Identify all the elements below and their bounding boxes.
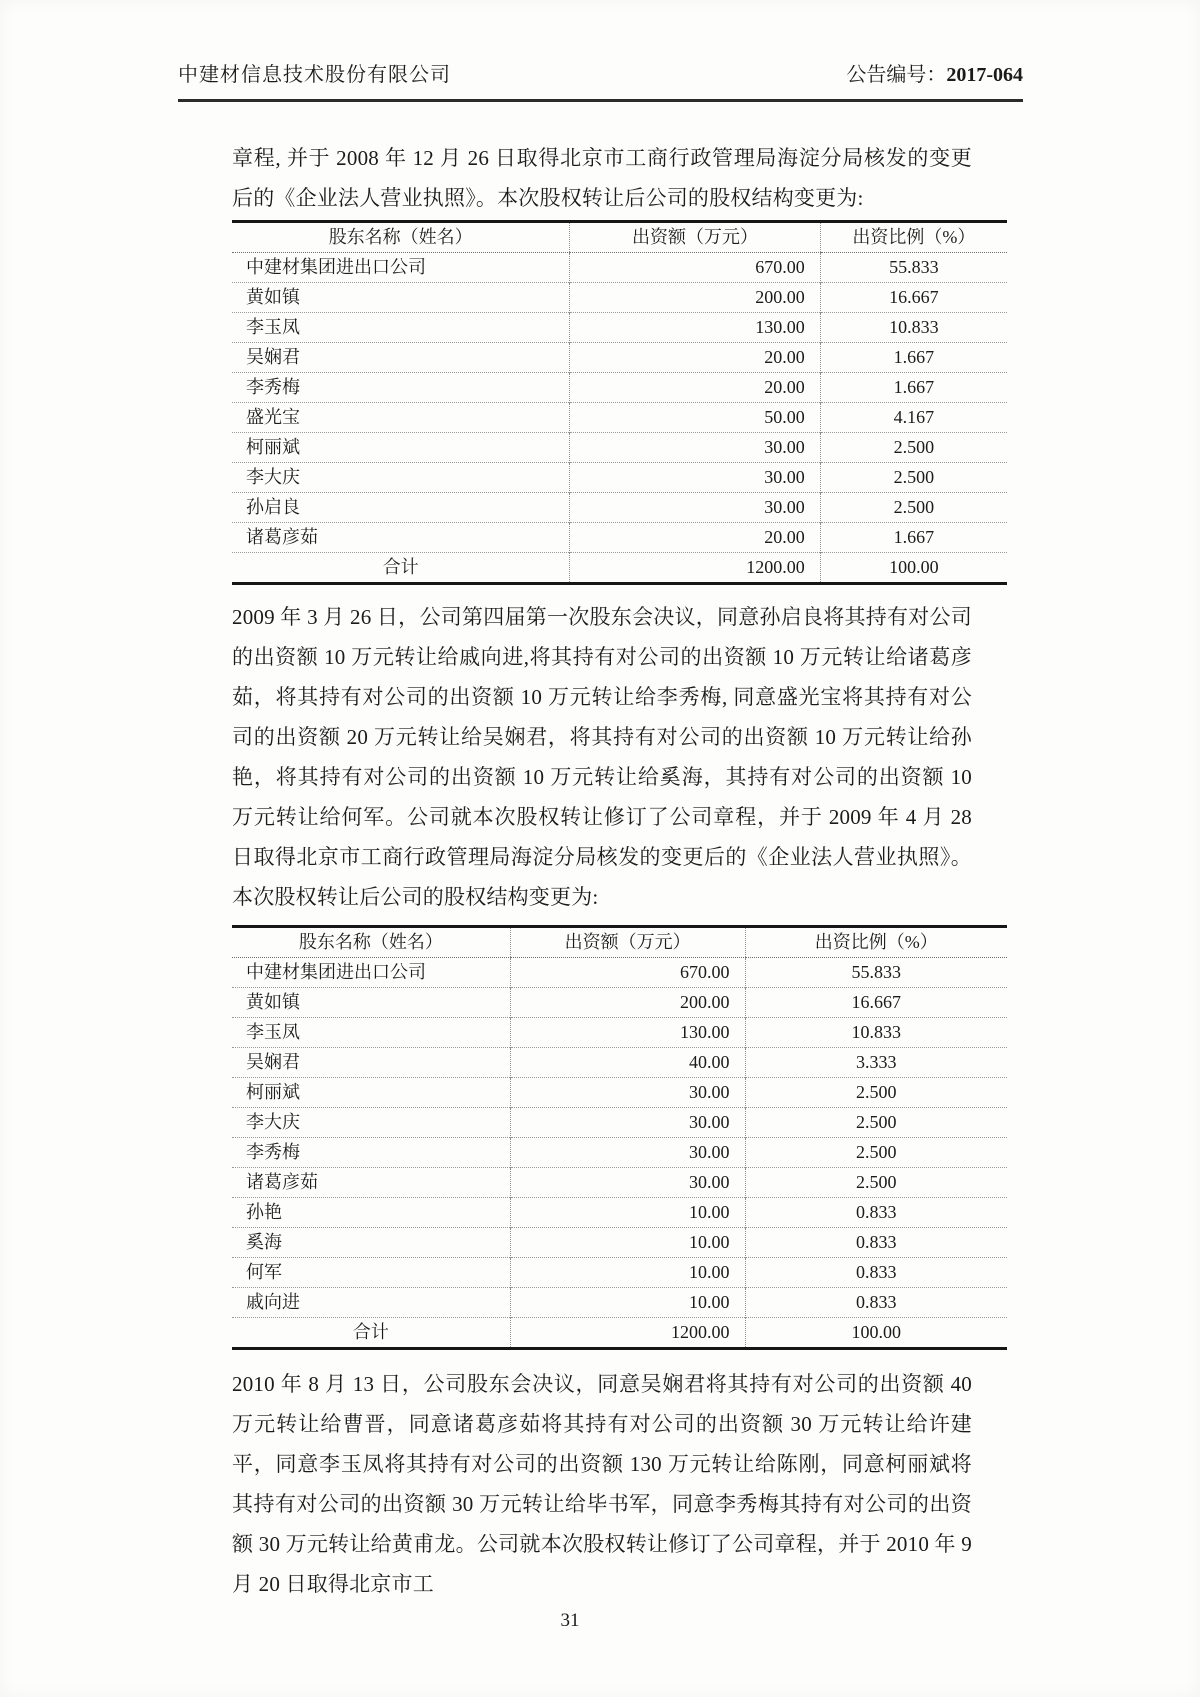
- page-number: 31: [560, 1610, 580, 1631]
- page-header: [178, 58, 1023, 102]
- table-row: [232, 988, 1007, 1018]
- table-row: [232, 373, 1007, 403]
- cell-capital-amount: 30.00: [570, 433, 820, 463]
- cell-total-amount: 1200.00: [570, 553, 820, 584]
- cell-shareholder-name: 戚向进: [246, 1292, 300, 1312]
- cell-capital-ratio: 1.667: [820, 373, 1007, 403]
- paragraph-2008-license: 章程, 并于 2008 年 12 月 26 日取得北京市工商行政管理局海淀分局核发的变更后的《企业法人营业执照》。本次股权转让后公司的股权结构变更为:: [232, 146, 972, 210]
- cell-capital-amount: 10.00: [510, 1258, 745, 1288]
- cell-shareholder-name: 中建材集团进出口公司: [246, 257, 426, 277]
- cell-capital-ratio: 3.333: [745, 1048, 1007, 1078]
- announcement-number-label: 公告编号：: [846, 64, 947, 86]
- cell-capital-ratio: 0.833: [745, 1258, 1007, 1288]
- cell-capital-ratio: 55.833: [745, 958, 1007, 988]
- cell-shareholder-name: 李玉凤: [246, 1022, 300, 1042]
- cell-capital-amount: 130.00: [570, 313, 820, 343]
- table-header-row: [232, 927, 1007, 958]
- table-row: [232, 1168, 1007, 1198]
- cell-shareholder-name: 李大庆: [246, 467, 300, 487]
- column-header-capital-amount: 出资额（万元）: [510, 927, 745, 958]
- table-total-row: [232, 553, 1007, 584]
- table-row: [232, 958, 1007, 988]
- announcement-number: [846, 58, 1023, 87]
- cell-capital-amount: 30.00: [570, 463, 820, 493]
- cell-capital-ratio: 2.500: [745, 1138, 1007, 1168]
- table-row: [232, 1108, 1007, 1138]
- cell-capital-ratio: 1.667: [820, 343, 1007, 373]
- cell-capital-amount: 30.00: [510, 1108, 745, 1138]
- table-row: [232, 1138, 1007, 1168]
- cell-capital-amount: 30.00: [510, 1168, 745, 1198]
- cell-total-label: 合计: [352, 1322, 389, 1342]
- cell-capital-amount: 200.00: [510, 988, 745, 1018]
- cell-shareholder-name: 黄如镇: [246, 287, 300, 307]
- cell-capital-amount: 40.00: [510, 1048, 745, 1078]
- cell-capital-ratio: 0.833: [745, 1288, 1007, 1318]
- cell-shareholder-name: 何军: [246, 1262, 282, 1282]
- cell-capital-amount: 200.00: [570, 283, 820, 313]
- cell-shareholder-name: 吴娴君: [246, 1052, 300, 1072]
- table-row: [232, 1288, 1007, 1318]
- table-total-row: [232, 1318, 1007, 1349]
- document-body: [232, 138, 1007, 1604]
- cell-capital-amount: 10.00: [510, 1228, 745, 1258]
- cell-capital-ratio: 2.500: [745, 1078, 1007, 1108]
- table-row: [232, 493, 1007, 523]
- cell-total-ratio: 100.00: [820, 553, 1007, 584]
- cell-capital-ratio: 10.833: [820, 313, 1007, 343]
- table-row: [232, 1198, 1007, 1228]
- cell-capital-ratio: 0.833: [745, 1228, 1007, 1258]
- cell-capital-amount: 130.00: [510, 1018, 745, 1048]
- table-header-row: [232, 222, 1007, 253]
- cell-shareholder-name: 中建材集团进出口公司: [246, 962, 426, 982]
- cell-capital-ratio: 16.667: [745, 988, 1007, 1018]
- cell-shareholder-name: 李大庆: [246, 1112, 300, 1132]
- cell-capital-ratio: 2.500: [820, 463, 1007, 493]
- cell-capital-amount: 10.00: [510, 1198, 745, 1228]
- cell-capital-ratio: 0.833: [745, 1198, 1007, 1228]
- cell-shareholder-name: 孙艳: [246, 1202, 282, 1222]
- cell-shareholder-name: 李秀梅: [246, 1142, 300, 1162]
- table-row: [232, 523, 1007, 553]
- cell-shareholder-name: 诸葛彦茹: [246, 527, 318, 547]
- cell-capital-ratio: 55.833: [820, 253, 1007, 283]
- cell-capital-amount: 20.00: [570, 523, 820, 553]
- cell-capital-ratio: 2.500: [820, 493, 1007, 523]
- cell-capital-ratio: 2.500: [820, 433, 1007, 463]
- table-row: [232, 1048, 1007, 1078]
- column-header-capital-ratio: 出资比例（%）: [820, 222, 1007, 253]
- cell-capital-amount: 670.00: [570, 253, 820, 283]
- cell-capital-amount: 10.00: [510, 1288, 745, 1318]
- table-row: [232, 313, 1007, 343]
- cell-total-amount: 1200.00: [510, 1318, 745, 1349]
- column-header-capital-amount: 出资额（万元）: [570, 222, 820, 253]
- cell-shareholder-name: 奚海: [246, 1232, 282, 1252]
- cell-capital-ratio: 16.667: [820, 283, 1007, 313]
- cell-capital-amount: 50.00: [570, 403, 820, 433]
- table-row: [232, 1228, 1007, 1258]
- cell-shareholder-name: 诸葛彦茹: [246, 1172, 318, 1192]
- cell-capital-amount: 20.00: [570, 343, 820, 373]
- column-header-capital-ratio: 出资比例（%）: [745, 927, 1007, 958]
- table-row: [232, 1018, 1007, 1048]
- cell-capital-ratio: 1.667: [820, 523, 1007, 553]
- cell-capital-amount: 30.00: [510, 1078, 745, 1108]
- table-row: [232, 253, 1007, 283]
- shareholding-table-2008: [232, 220, 1007, 585]
- cell-capital-amount: 670.00: [510, 958, 745, 988]
- table-row: [232, 343, 1007, 373]
- cell-shareholder-name: 吴娴君: [246, 347, 300, 367]
- table-row: [232, 463, 1007, 493]
- table-row: [232, 1258, 1007, 1288]
- cell-shareholder-name: 柯丽斌: [246, 1082, 300, 1102]
- paragraph-2010-transfer: 2010 年 8 月 13 日，公司股东会决议，同意吴娴君将其持有对公司的出资额 40 万元转让给曹晋，同意诸葛彦茹将其持有对公司的出资额 30 万元转让给许建平，同意李玉凤将其持有对公司的出资额 130 万元转让给陈刚，同意柯丽斌将其持有对公司的出资额 30 万元转让给毕书军，同意李秀梅其持有对公司的出资额 30 万元转让给黄甫龙。公司就本次股权转让修订了公司章程，并于 2010 年 9 月 20 日取得北京市工: [232, 1372, 972, 1596]
- announcement-number-value: 2017-064: [946, 64, 1023, 86]
- cell-capital-ratio: 10.833: [745, 1018, 1007, 1048]
- cell-capital-amount: 30.00: [570, 493, 820, 523]
- cell-total-label: 合计: [382, 557, 419, 577]
- cell-shareholder-name: 盛光宝: [246, 407, 300, 427]
- table-row: [232, 1078, 1007, 1108]
- shareholding-table-2009: [232, 925, 1007, 1350]
- column-header-shareholder-name: 股东名称（姓名）: [232, 927, 510, 958]
- cell-shareholder-name: 柯丽斌: [246, 437, 300, 457]
- cell-total-ratio: 100.00: [745, 1318, 1007, 1349]
- cell-shareholder-name: 李玉凤: [246, 317, 300, 337]
- company-name: 中建材信息技术股份有限公司: [178, 64, 451, 86]
- cell-capital-ratio: 4.167: [820, 403, 1007, 433]
- cell-capital-ratio: 2.500: [745, 1108, 1007, 1138]
- table-row: [232, 433, 1007, 463]
- table-row: [232, 283, 1007, 313]
- cell-capital-ratio: 2.500: [745, 1168, 1007, 1198]
- column-header-shareholder-name: 股东名称（姓名）: [232, 222, 570, 253]
- table-row: [232, 403, 1007, 433]
- cell-shareholder-name: 孙启良: [246, 497, 300, 517]
- paragraph-2009-transfer: 2009 年 3 月 26 日，公司第四届第一次股东会决议，同意孙启良将其持有对公司的出资额 10 万元转让给戚向进,将其持有对公司的出资额 10 万元转让给诸葛彦茹，将其持有对公司的出资额 10 万元转让给李秀梅, 同意盛光宝将其持有对公司的出资额 20 万元转让给吴娴君，将其持有对公司的出资额 10 万元转让给孙艳，将其持有对公司的出资额 10 万元转让给奚海，其持有对公司的出资额 10 万元转让给何军。公司就本次股权转让修订了公司章程，并于 2009 年 4 月 28 日取得北京市工商行政管理局海淀分局核发的变更后的《企业法人营业执照》。本次股权转让后公司的股权结构变更为:: [232, 605, 972, 909]
- cell-capital-amount: 20.00: [570, 373, 820, 403]
- cell-capital-amount: 30.00: [510, 1138, 745, 1168]
- cell-shareholder-name: 李秀梅: [246, 377, 300, 397]
- cell-shareholder-name: 黄如镇: [246, 992, 300, 1012]
